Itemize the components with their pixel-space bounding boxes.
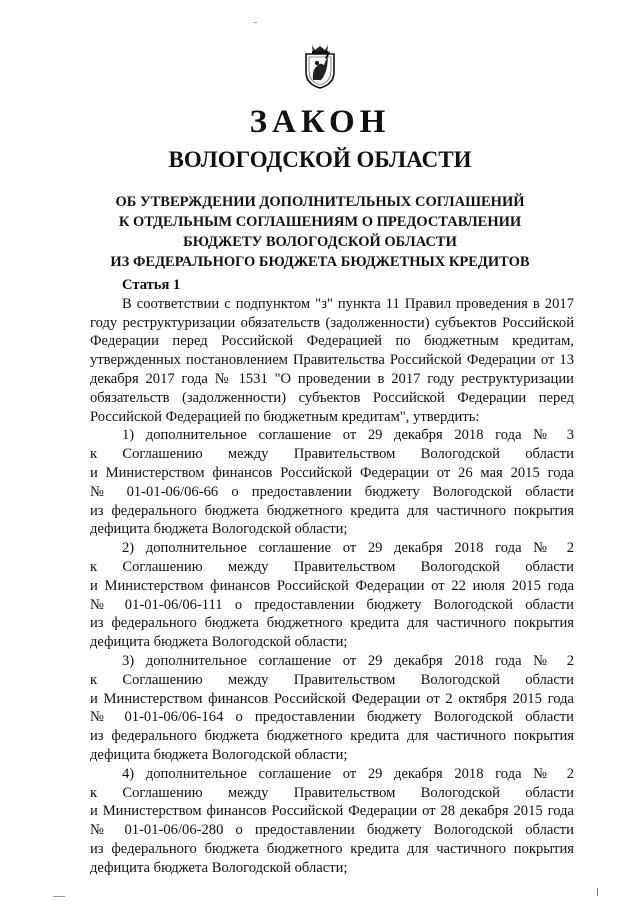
item-line: из федерального бюджета бюджетного кредита для частичного покрытия — [90, 615, 574, 632]
item-line: к Соглашению между Правительством Вологодской области — [90, 446, 574, 463]
item-line: № 01-01-06/06-111 о предоставлении бюджету Вологодской области — [90, 596, 574, 613]
subtitle-line: ИЗ ФЕДЕРАЛЬНОГО БЮДЖЕТА БЮДЖЕТНЫХ КРЕДИТОВ — [110, 254, 530, 270]
document-title: ЗАКОН — [249, 104, 391, 140]
item-line: и Министерством финансов Российской Федерации от 2 октября 2015 года — [90, 690, 574, 707]
scan-mark — [597, 888, 598, 896]
item-line: из федерального бюджета бюджетного кредита для частичного покрытия — [90, 728, 574, 745]
article-intro-paragraph: В соответствии с подпунктом "з" пункта 11 Правил проведения в 2017 году реструктуризации обязательств (задолженности) субъектов Российской Федерации перед Российской Федерацией по бюджетным кредитам, утвержденных постановлением Правительства Российской Федерации от 13 декабря 2017 года № 1531 "О проведении в 2017 году реструктуризации обязательств (задолженности) субъектов Российской Федерации перед Российской Федерацией по бюджетным кредитам", утвердить: — [90, 295, 574, 425]
list-item — [90, 765, 574, 878]
item-line: 2) дополнительное соглашение от 29 декабря 2018 года № 2 — [122, 540, 574, 557]
item-line: и Министерством финансов Российской Федерации от 28 декабря 2015 года — [90, 803, 574, 820]
list-item — [90, 426, 574, 539]
item-line: к Соглашению между Правительством Вологодской области — [90, 671, 574, 688]
item-line: № 01-01-06/06-164 о предоставлении бюджету Вологодской области — [90, 709, 574, 726]
item-line: № 01-01-06/06-66 о предоставлении бюджету Вологодской области — [90, 483, 574, 500]
item-line: № 01-01-06/06-280 о предоставлении бюджету Вологодской области — [90, 822, 574, 839]
item-line: и Министерством финансов Российской Федерации от 22 июля 2015 года — [90, 577, 574, 594]
item-line: дефицита бюджета Вологодской области; — [90, 634, 348, 651]
item-line: из федерального бюджета бюджетного кредита для частичного покрытия — [90, 840, 574, 857]
item-line: из федерального бюджета бюджетного кредита для частичного покрытия — [90, 502, 574, 519]
item-line: дефицита бюджета Вологодской области; — [90, 521, 348, 538]
scan-mark — [53, 896, 65, 897]
item-line: к Соглашению между Правительством Вологодской области — [90, 784, 574, 801]
item-line: дефицита бюджета Вологодской области; — [90, 746, 348, 763]
subtitle-line: ОБ УТВЕРЖДЕНИИ ДОПОЛНИТЕЛЬНЫХ СОГЛАШЕНИЙ — [115, 194, 525, 210]
list-item — [90, 539, 574, 652]
list-item — [90, 652, 574, 765]
item-line: и Министерством финансов Российской Федерации от 26 мая 2015 года — [90, 464, 574, 481]
subtitle-line: БЮДЖЕТУ ВОЛОГОДСКОЙ ОБЛАСТИ — [183, 234, 457, 250]
article-heading: Статья 1 — [122, 277, 181, 293]
region-name: ВОЛОГОДСКОЙ ОБЛАСТИ — [168, 147, 472, 172]
item-line: 1) дополнительное соглашение от 29 декабря 2018 года № 3 — [122, 427, 574, 444]
item-line: 4) дополнительное соглашение от 29 декабря 2018 года № 2 — [122, 765, 574, 782]
article-body — [90, 276, 574, 878]
item-line: к Соглашению между Правительством Вологодской области — [90, 558, 574, 575]
item-line: дефицита бюджета Вологодской области; — [90, 859, 348, 876]
scan-mark-top — [254, 22, 257, 23]
article-items-list — [90, 426, 574, 877]
law-subtitle — [0, 192, 640, 272]
item-line: 3) дополнительное соглашение от 29 декабря 2018 года № 2 — [122, 652, 574, 669]
subtitle-line: К ОТДЕЛЬНЫМ СОГЛАШЕНИЯМ О ПРЕДОСТАВЛЕНИИ — [118, 214, 522, 230]
coat-of-arms-emblem — [300, 40, 340, 90]
